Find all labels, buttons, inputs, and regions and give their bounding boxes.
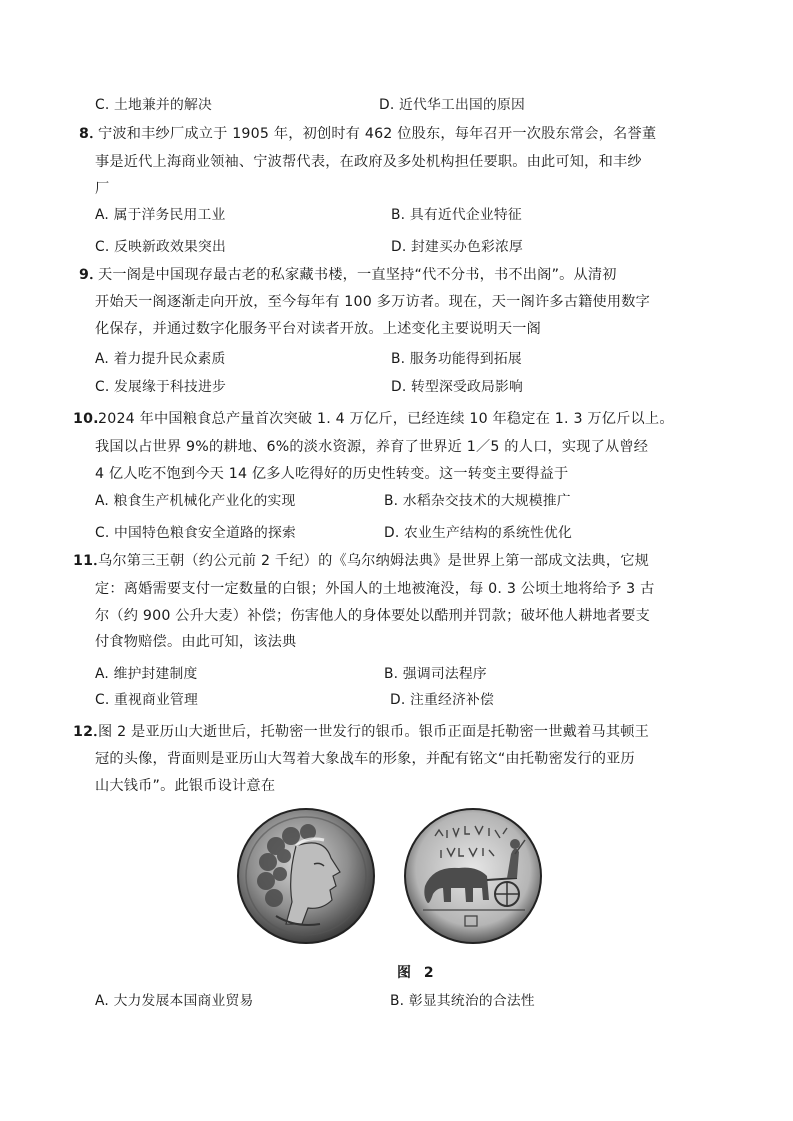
q10-option-b: B. 水稻杂交技术的大规模推广 xyxy=(384,493,571,509)
q12-option-a: A. 大力发展本国商业贸易 xyxy=(95,993,254,1009)
q12-number: 12． xyxy=(73,724,108,740)
q8-option-b: B. 具有近代企业特征 xyxy=(391,207,522,223)
q8-option-c: C. 反映新政效果突出 xyxy=(95,239,226,255)
q10-option-d: D. 农业生产结构的系统性优化 xyxy=(384,525,572,541)
q10-option-a: A. 粮食生产机械化产业化的实现 xyxy=(95,493,296,509)
q12-stem-line3: 山大钱币”。此银币设计意在 xyxy=(95,778,276,794)
q8-stem-line1: 宁波和丰纱厂成立于 1905 年，初创时有 462 位股东，每年召开一次股东常会，名誉董 xyxy=(98,126,657,142)
q11-option-c: C. 重视商业管理 xyxy=(95,692,198,708)
q9-option-c: C. 发展缘于科技进步 xyxy=(95,379,226,395)
q7-option-d: D. 近代华工出国的原因 xyxy=(379,97,525,113)
q10-stem-line3: 4 亿人吃不饱到今天 14 亿多人吃得好的历史性转变。这一转变主要得益于 xyxy=(95,466,569,482)
q12-stem-line1: 图 2 是亚历山大逝世后，托勒密一世发行的银币。银币正面是托勒密一世戴着马其顿王 xyxy=(98,724,649,740)
q11-stem-line1: 乌尔第三王朝（约公元前 2 千纪）的《乌尔纳姆法典》是世界上第一部成文法典，它规 xyxy=(98,553,649,569)
q11-stem-line4: 付食物赔偿。由此可知，该法典 xyxy=(95,634,297,650)
figure-caption: 图 2 xyxy=(397,965,438,981)
q11-stem-line2: 定：离婚需要支付一定数量的白银；外国人的土地被淹没，每 0. 3 公顷土地将给予 3 古 xyxy=(95,581,655,597)
q10-stem-line1: 2024 年中国粮食总产量首次突破 1. 4 万亿斤，已经连续 10 年稳定在 1. 3 万亿斤以上。 xyxy=(98,411,674,427)
q8-option-d: D. 封建买办色彩浓厚 xyxy=(391,239,523,255)
q12-stem-line2: 冠的头像，背面则是亚历山大驾着大象战车的形象，并配有铭文“由托勒密发行的亚历 xyxy=(95,751,635,767)
q10-option-c: C. 中国特色粮食安全道路的探索 xyxy=(95,525,296,541)
q9-option-d: D. 转型深受政局影响 xyxy=(391,379,523,395)
q8-option-a: A. 属于洋务民用工业 xyxy=(95,207,226,223)
q11-stem-line3: 尔（约 900 公升大麦）补偿；伤害他人的身体要处以酷刑并罚款；破坏他人耕地者要支 xyxy=(95,608,651,624)
q9-number: 9． xyxy=(79,267,104,283)
coin-obverse-image xyxy=(236,806,376,950)
q11-number: 11． xyxy=(73,553,108,569)
q8-number: 8． xyxy=(79,126,104,142)
q10-number: 10. xyxy=(73,411,99,427)
q9-stem-line1: 天一阁是中国现存最古老的私家藏书楼，一直坚持“代不分书，书不出阁”。从清初 xyxy=(98,267,617,283)
q11-option-a: A. 维护封建制度 xyxy=(95,666,198,682)
q11-option-d: D. 注重经济补偿 xyxy=(390,692,494,708)
q8-stem-line2: 事是近代上海商业领袖、宁波帮代表，在政府及多处机构担任要职。由此可知，和丰纱 xyxy=(95,154,642,170)
q11-option-b: B. 强调司法程序 xyxy=(384,666,487,682)
q9-stem-line3: 化保存，并通过数字化服务平台对读者开放。上述变化主要说明天一阁 xyxy=(95,321,542,337)
coin-reverse-image xyxy=(403,806,543,950)
q9-option-b: B. 服务功能得到拓展 xyxy=(391,351,522,367)
q9-option-a: A. 着力提升民众素质 xyxy=(95,351,226,367)
q9-stem-line2: 开始天一阁逐渐走向开放，至今每年有 100 多万访者。现在，天一阁许多古籍使用数字 xyxy=(95,294,651,310)
q10-stem-line2: 我国以占世界 9%的耕地、6%的淡水资源，养育了世界近 1／5 的人口，实现了从曾经 xyxy=(95,439,649,455)
q7-option-c: C. 土地兼并的解决 xyxy=(95,97,212,113)
q8-stem-line3: 厂 xyxy=(95,181,110,197)
q12-option-b: B. 彰显其统治的合法性 xyxy=(390,993,535,1009)
